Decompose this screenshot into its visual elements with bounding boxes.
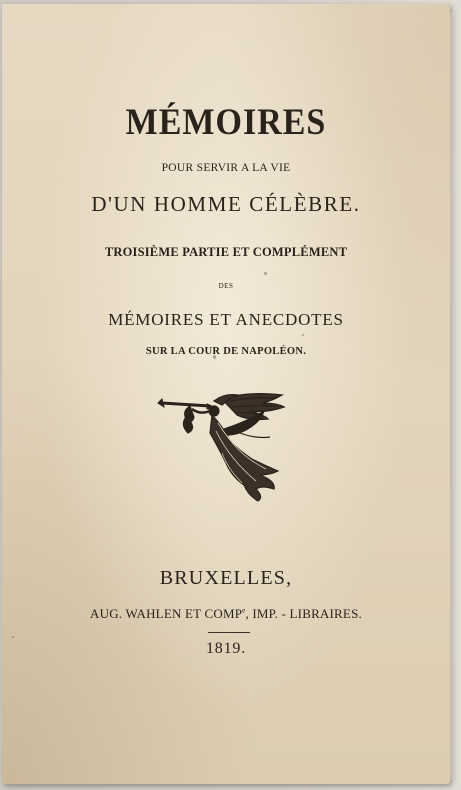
second-subtitle: SUR LA COUR DE NAPOLÉON. [145, 346, 307, 357]
page-edge [450, 12, 456, 780]
city-name: BRUXELLES, [159, 567, 293, 589]
paper-speck [12, 636, 14, 638]
publisher-rest: , IMP. - LIBRAIRES. [245, 606, 362, 621]
wing-shape [214, 394, 284, 420]
subtitle-line-1: POUR SERVIR A LA VIE [161, 162, 291, 174]
second-title: MÉMOIRES ET ANECDOTES [108, 310, 344, 329]
paper-speck [213, 355, 216, 359]
publisher-main: AUG. WAHLEN ET COMP [90, 606, 243, 621]
trumpet-shape [158, 399, 214, 409]
publisher-line [2, 606, 450, 622]
part-line: TROISIÈME PARTIE ET COMPLÉMENT [104, 245, 348, 259]
publisher-superscript: e [242, 606, 246, 615]
paper-speck [264, 272, 267, 275]
main-title: MÉMOIRES [125, 102, 327, 143]
subtitle-line-2: D'UN HOMME CÉLÈBRE. [91, 192, 361, 216]
divider-rule [208, 632, 250, 633]
title-page [2, 4, 450, 784]
trumpet-angel-icon [152, 389, 297, 504]
figure-shape [183, 406, 278, 501]
publication-year: 1819. [206, 640, 246, 657]
paper-speck [302, 334, 304, 336]
connector-text: DES [218, 282, 234, 290]
